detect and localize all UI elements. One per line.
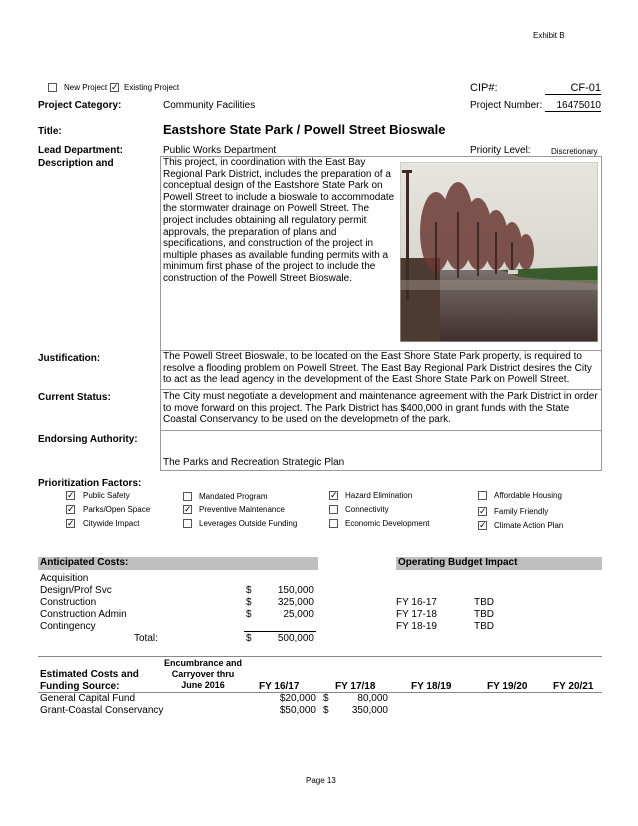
anticipated-costs-label: Anticipated Costs: <box>40 557 129 568</box>
justification-text: The Powell Street Bioswale, to be located on the East Shore State Park property, is required to resolve a flooding problem on Powell Street. The East Bay Regional Park District desires the City to act as the lead agency in the development of the East Shore State Park on Powell Street. <box>163 351 592 386</box>
operating-value: TBD <box>474 609 494 620</box>
funding-fy1718: 350,000 <box>351 705 388 716</box>
factor-affordable-housing-label: Affordable Housing <box>494 491 562 500</box>
project-number-label: Project Number: <box>470 100 543 111</box>
cost-item: Construction Admin <box>40 609 127 620</box>
priority-value: Discretionary <box>551 147 598 156</box>
endorsing-label: Endorsing Authority: <box>38 434 138 445</box>
cost-currency: $ <box>246 585 252 596</box>
fy-header: FY 17/18 <box>335 681 376 692</box>
cost-amount: 325,000 <box>277 597 314 608</box>
factor-hazard-elimination-label: Hazard Elimination <box>345 491 413 500</box>
existing-project-label: Existing Project <box>124 83 180 92</box>
cost-currency: $ <box>246 597 252 608</box>
category-label: Project Category: <box>38 100 122 111</box>
factor-preventive-maintenance-checkbox[interactable] <box>183 505 192 514</box>
total-divider <box>244 631 316 632</box>
new-project-checkbox[interactable] <box>48 83 57 92</box>
exhibit-label: Exhibit B <box>533 31 565 40</box>
funding-source: General Capital Fund <box>40 693 136 704</box>
encumbrance-header-line1: Encumbrance and <box>163 658 243 668</box>
cip-value: CF-01 <box>545 82 601 95</box>
fy-header: FY 19/20 <box>487 681 528 692</box>
funding-top-rule <box>38 656 602 657</box>
cost-amount: 150,000 <box>277 585 314 596</box>
factor-preventive-maintenance-label: Preventive Maintenance <box>199 505 285 514</box>
existing-project-checkbox[interactable] <box>110 83 119 92</box>
category-value: Community Facilities <box>163 100 256 111</box>
factor-leverages-outside-funding-checkbox[interactable] <box>183 519 192 528</box>
factor-parks-open-space-checkbox[interactable] <box>66 505 75 514</box>
funding-label-line1: Estimated Costs and <box>40 669 139 680</box>
encumbrance-header-line3: June 2016 <box>181 680 225 690</box>
lead-department-value: Public Works Department <box>163 145 277 156</box>
description-label: Description and <box>38 158 114 169</box>
operating-value: TBD <box>474 621 494 632</box>
description-text: This project, in coordination with the East Bay Regional Park District, includes the preparation of a conceptual design of the Eastshore State Park on Powell Street to include a bioswale to accommodate the stormwater drainage on Powell Street. The project includes obtaining all regulatory permit approvals, the preparation of plans and specifications, and construction of the project in multiple phases as available funding permits with a minimum first phase of the project to include the construction of the Powell Street Bioswale. <box>163 157 395 284</box>
current-status-label: Current Status: <box>38 392 111 403</box>
total-label: Total: <box>134 633 158 644</box>
factor-parks-open-space-label: Parks/Open Space <box>83 505 151 514</box>
title-label: Title: <box>38 126 62 137</box>
total-amount: 500,000 <box>277 633 314 644</box>
current-status-text: The City must negotiate a development and maintenance agreement with the Park District in order to move forward on this project. The Park District has $400,000 in grant funds with the State Coastal Conservancy to be used on the developmetn of the park. <box>163 391 598 426</box>
factor-economic-development-checkbox[interactable] <box>329 519 338 528</box>
fy-header: FY 20/21 <box>553 681 594 692</box>
operating-budget-label: Operating Budget Impact <box>398 557 518 568</box>
cost-currency: $ <box>246 609 252 620</box>
factor-hazard-elimination-checkbox[interactable] <box>329 491 338 500</box>
encumbrance-header-line2: Carryover thru <box>171 669 235 679</box>
factor-public-safety-label: Public Safety <box>83 491 130 500</box>
page-number: Page 13 <box>306 776 336 785</box>
factor-citywide-impact-label: Citywide Impact <box>83 519 140 528</box>
factor-economic-development-label: Economic Development <box>345 519 430 528</box>
new-project-label: New Project <box>64 83 108 92</box>
factor-family-friendly-checkbox[interactable] <box>478 507 487 516</box>
funding-fy1718: 80,000 <box>357 693 388 704</box>
factor-family-friendly-label: Family Friendly <box>494 507 549 516</box>
factor-affordable-housing-checkbox[interactable] <box>478 491 487 500</box>
factor-climate-action-plan-label: Climate Action Plan <box>494 521 564 530</box>
factor-mandated-program-label: Mandated Program <box>199 492 268 501</box>
factor-leverages-outside-funding-label: Leverages Outside Funding <box>199 519 298 528</box>
justification-label: Justification: <box>38 353 101 364</box>
project-number-value: 16475010 <box>545 100 601 112</box>
operating-fy: FY 18-19 <box>396 621 437 632</box>
cost-item: Design/Prof Svc <box>40 585 112 596</box>
funding-label-line2: Funding Source: <box>40 681 120 692</box>
funding-currency: $ <box>323 705 329 716</box>
endorsing-text: The Parks and Recreation Strategic Plan <box>163 457 345 468</box>
lead-department-label: Lead Department: <box>38 145 124 156</box>
project-title: Eastshore State Park / Powell Street Bioswale <box>163 122 446 137</box>
factor-connectivity-label: Connectivity <box>345 505 389 514</box>
factor-citywide-impact-checkbox[interactable] <box>66 519 75 528</box>
fy-header: FY 16/17 <box>259 681 300 692</box>
factor-public-safety-checkbox[interactable] <box>66 491 75 500</box>
operating-value: TBD <box>474 597 494 608</box>
priority-label: Priority Level: <box>470 145 531 156</box>
park-photo <box>400 162 598 342</box>
factor-connectivity-checkbox[interactable] <box>329 505 338 514</box>
funding-fy1617: $50,000 <box>279 705 316 716</box>
operating-fy: FY 16-17 <box>396 597 437 608</box>
cost-item: Contingency <box>40 621 96 632</box>
fy-header: FY 18/19 <box>411 681 452 692</box>
cost-amount: 25,000 <box>283 609 314 620</box>
prioritization-label: Prioritization Factors: <box>38 478 142 489</box>
funding-fy1617: $20,000 <box>279 693 316 704</box>
operating-fy: FY 17-18 <box>396 609 437 620</box>
funding-currency: $ <box>323 693 329 704</box>
total-currency: $ <box>246 633 252 644</box>
factor-climate-action-plan-checkbox[interactable] <box>478 521 487 530</box>
cip-label: CIP#: <box>470 82 498 94</box>
factor-mandated-program-checkbox[interactable] <box>183 492 192 501</box>
cost-item: Construction <box>40 597 97 608</box>
cost-item: Acquisition <box>40 573 89 584</box>
funding-source: Grant-Coastal Conservancy <box>40 705 164 716</box>
